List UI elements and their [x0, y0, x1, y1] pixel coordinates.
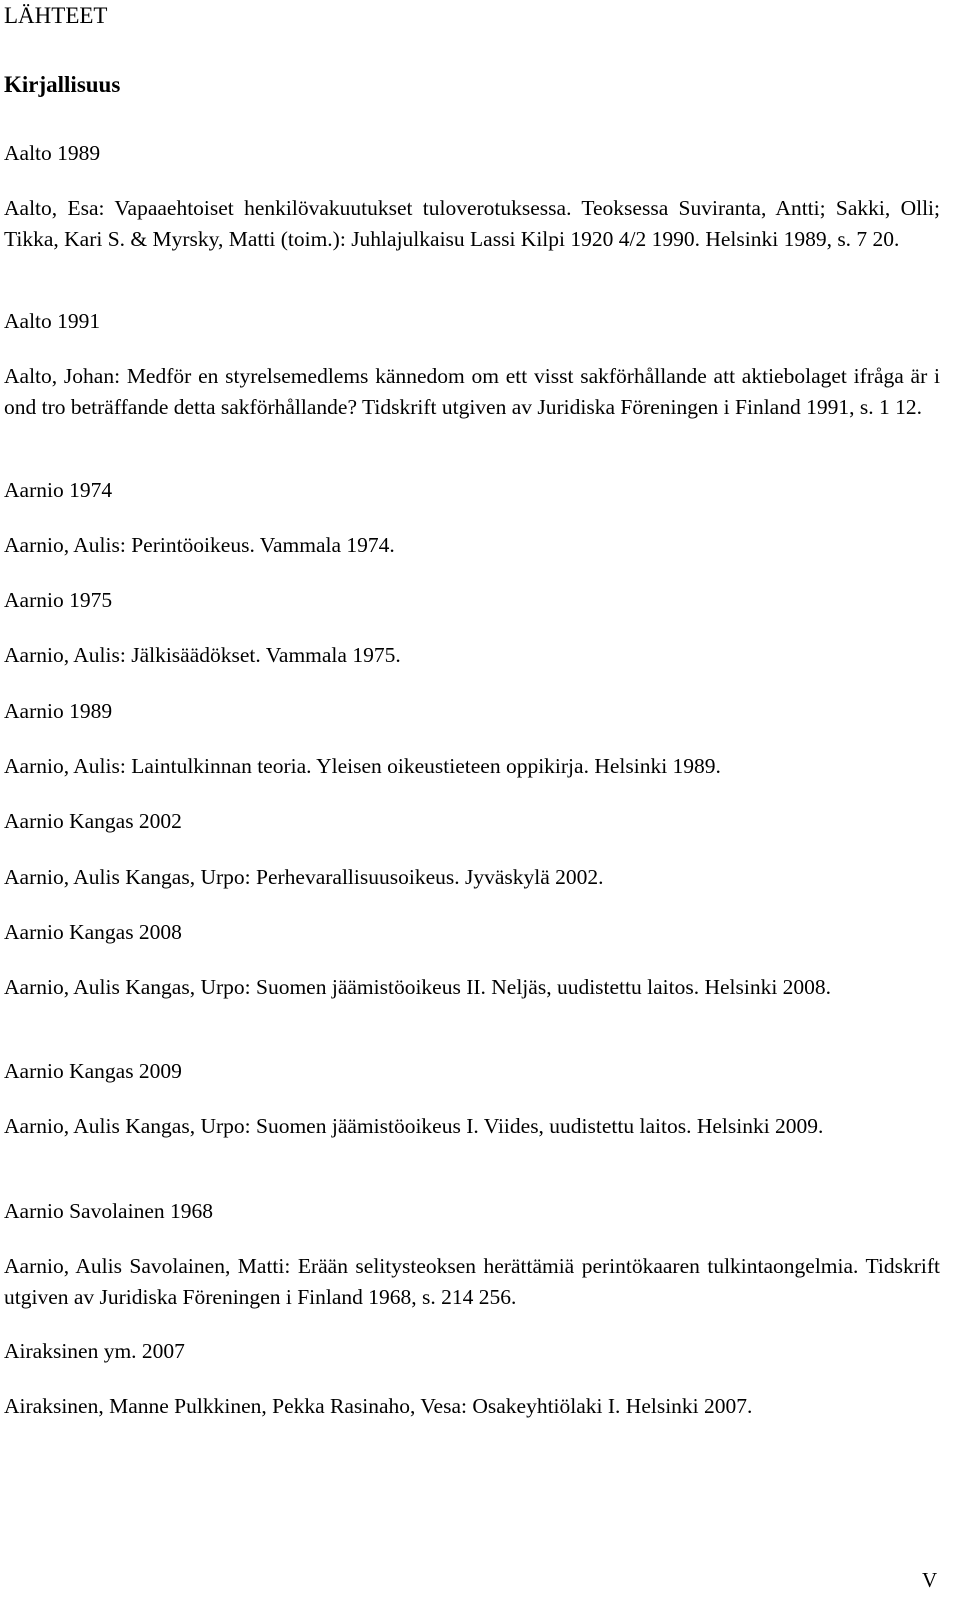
reference-key: Aarnio 1989 [4, 699, 113, 723]
reference-key: Aarnio 1975 [4, 588, 113, 612]
reference-text: Aalto, Esa: Vapaaehtoiset henkilövakuutukset tuloverotuksessa. Teoksessa Suviranta, Antti; Sakki, Olli; Tikka, Kari S. & Myrsky, Matti (toim.): Juhlajulkaisu Lassi Kilpi 1920 4/2 1990. Helsinki 1989, s. 7 20. [4, 196, 940, 251]
reference-entry [4, 585, 940, 616]
reference-key: Aarnio Kangas 2008 [4, 920, 182, 944]
reference-text: Aarnio, Aulis Kangas, Urpo: Suomen jäämistöoikeus I. Viides, uudistettu laitos. Helsinki 2009. [4, 1114, 824, 1138]
reference-entry [4, 1251, 940, 1312]
reference-key: Aarnio 1974 [4, 478, 113, 502]
reference-text: Aarnio, Aulis Kangas, Urpo: Suomen jäämistöoikeus II. Neljäs, uudistettu laitos. Helsinki 2008. [4, 975, 832, 999]
reference-entry [4, 917, 940, 948]
section-heading: Kirjallisuus [4, 72, 121, 97]
page-number: V [922, 1568, 938, 1592]
reference-text: Aalto, Johan: Medför en styrelsemedlems kännedom om ett visst sakförhållande att aktiebolaget ifråga är i ond tro beträffande detta sakförhållande? Tidskrift utgiven av Juridiska Föreningen i Finland 1991, s. 1 12. [4, 364, 940, 419]
reference-entry [4, 1336, 940, 1367]
reference-text: Airaksinen, Manne Pulkkinen, Pekka Rasinaho, Vesa: Osakeyhtiölaki I. Helsinki 2007. [4, 1394, 753, 1418]
reference-entry [4, 1111, 940, 1142]
reference-key: Aarnio Kangas 2002 [4, 809, 182, 833]
reference-text: Aarnio, Aulis: Laintulkinnan teoria. Yleisen oikeustieteen oppikirja. Helsinki 1989. [4, 754, 721, 778]
reference-entry [4, 1056, 940, 1087]
reference-key: Aalto 1989 [4, 141, 101, 165]
reference-entry [4, 1391, 940, 1422]
reference-entry [4, 306, 940, 337]
reference-key: Airaksinen ym. 2007 [4, 1339, 185, 1363]
reference-text: Aarnio, Aulis Kangas, Urpo: Perhevarallisuusoikeus. Jyväskylä 2002. [4, 865, 604, 889]
reference-key: Aarnio Kangas 2009 [4, 1059, 182, 1083]
reference-entry [4, 475, 940, 506]
reference-key: Aalto 1991 [4, 309, 101, 333]
reference-key: Aarnio Savolainen 1968 [4, 1199, 213, 1223]
reference-entry [4, 751, 940, 782]
reference-entry [4, 138, 940, 169]
reference-entry [4, 193, 940, 254]
reference-entry [4, 530, 940, 561]
reference-entry [4, 696, 940, 727]
reference-entry [4, 862, 940, 893]
page-title: LÄHTEET [4, 3, 108, 28]
reference-entry [4, 1196, 940, 1227]
reference-entry [4, 640, 940, 671]
reference-text: Aarnio, Aulis: Perintöoikeus. Vammala 1974. [4, 533, 395, 557]
reference-text: Aarnio, Aulis: Jälkisäädökset. Vammala 1975. [4, 643, 401, 667]
reference-entry [4, 806, 940, 837]
reference-entry [4, 972, 940, 1003]
reference-text: Aarnio, Aulis Savolainen, Matti: Erään selitysteoksen herättämiä perintökaaren tulkintaongelmia. Tidskrift utgiven av Juridiska Föreningen i Finland 1968, s. 214 256. [4, 1254, 940, 1309]
reference-entry [4, 361, 940, 422]
